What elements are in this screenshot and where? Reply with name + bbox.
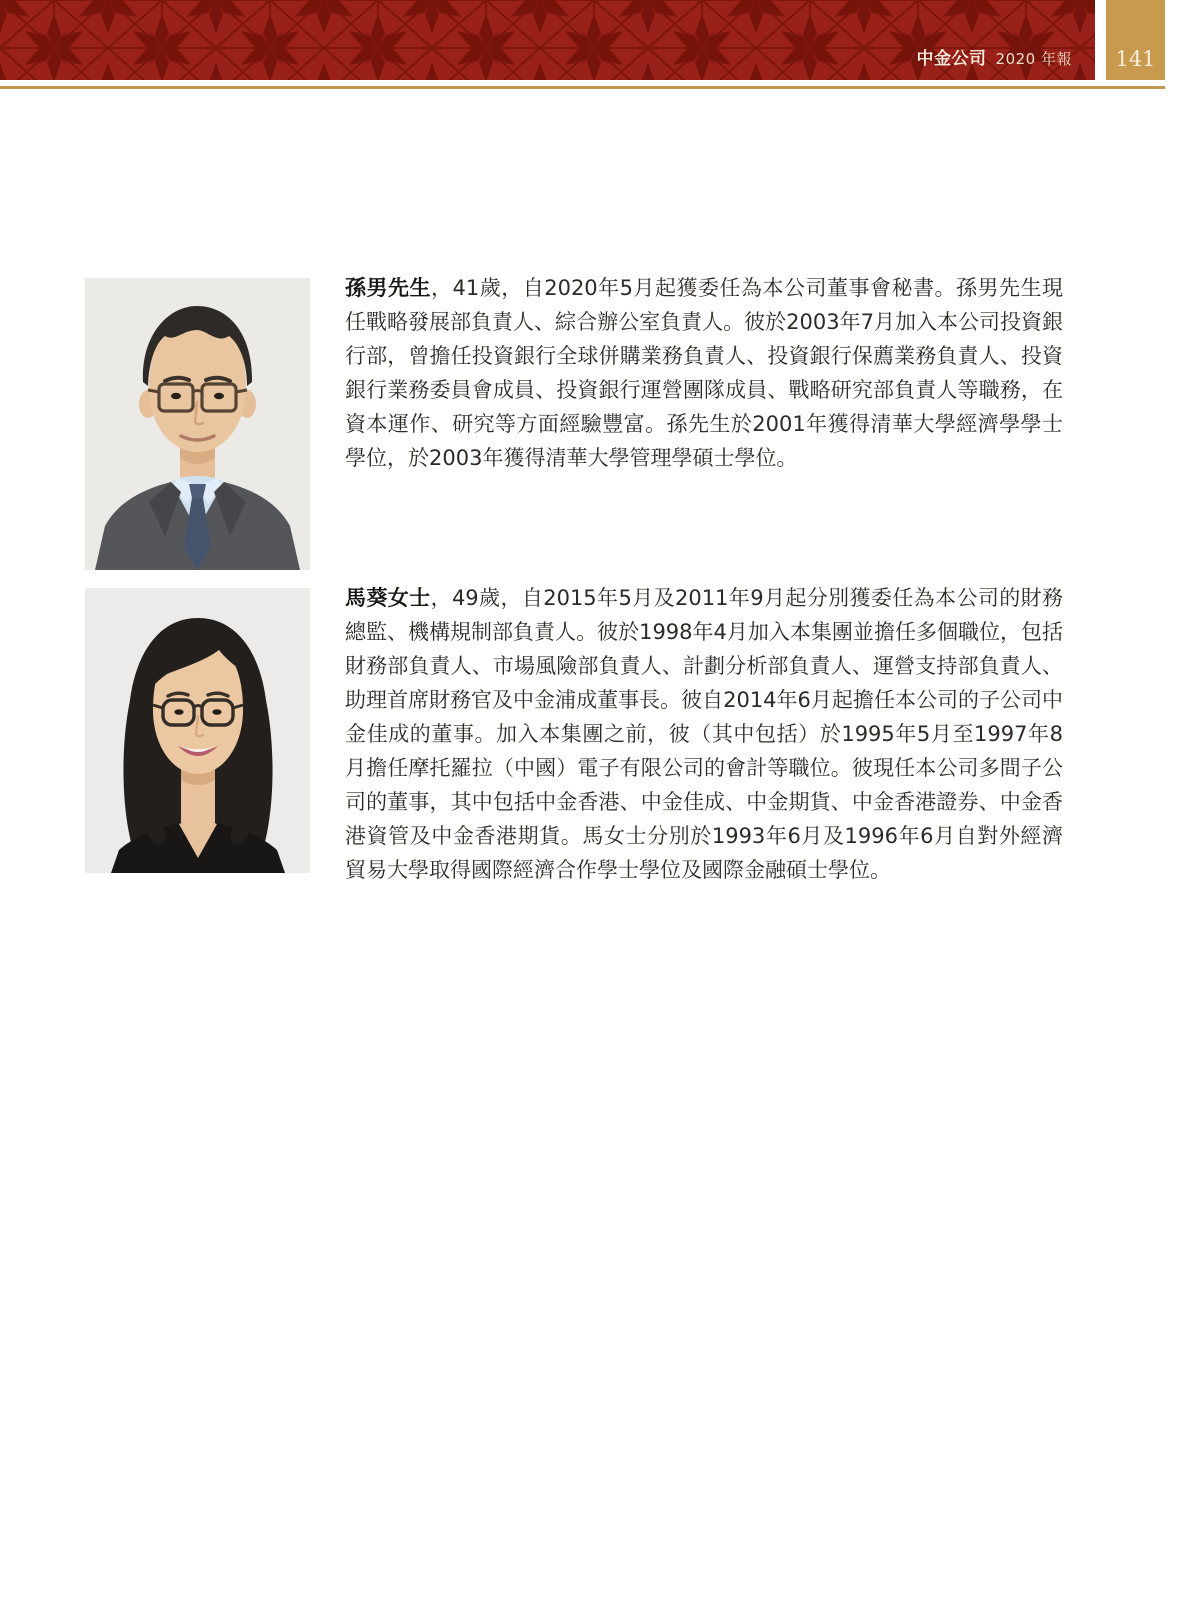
portrait-photo-ma-kui <box>85 588 310 873</box>
header-band <box>0 0 1095 80</box>
bio-paragraph-sun-nan <box>345 271 1063 475</box>
portrait-photo-sun-nan <box>85 278 310 570</box>
report-edition: 2020 年報 <box>995 50 1072 68</box>
bio-body-sun-nan: ，41歲，自2020年5月起獲委任為本公司董事會秘書。孫男先生現任戰略發展部負責人、綜合辦公室負責人。彼於2003年7月加入本公司投資銀行部，曾擔任投資銀行全球併購業務負責人、投資銀行保薦業務負責人、投資銀行業務委員會成員、投資銀行運營團隊成員、戰略研究部負責人等職務，在資本運作、研究等方面經驗豐富。孫先生於2001年獲得清華大學經濟學學士學位，於2003年獲得清華大學管理學碩士學位。 <box>345 276 1063 470</box>
page-number-box <box>1106 0 1165 80</box>
page-number: 141 <box>1115 47 1156 71</box>
header-title <box>917 44 1072 69</box>
gold-divider-rule <box>0 86 1165 89</box>
person-name-ma-kui: 馬葵女士 <box>345 586 431 610</box>
company-name: 中金公司 <box>916 49 987 69</box>
bio-body-ma-kui: ，49歲，自2015年5月及2011年9月起分別獲委任為本公司的財務總監、機構規制部負責人。彼於1998年4月加入本集團並擔任多個職位，包括財務部負責人、市場風險部負責人、計劃分析部負責人、運營支持部負責人、助理首席財務官及中金浦成董事長。彼自2014年6月起擔任本公司的子公司中金佳成的董事。加入本集團之前，彼（其中包括）於1995年5月至1997年8月擔任摩托羅拉（中國）電子有限公司的會計等職位。彼現任本公司多間子公司的董事，其中包括中金香港、中金佳成、中金期貨、中金香港證券、中金香港資管及中金香港期貨。馬女士分別於1993年6月及1996年6月自對外經濟貿易大學取得國際經濟合作學士學位及國際金融碩士學位。 <box>345 586 1064 882</box>
person-name-sun-nan: 孫男先生 <box>345 276 431 300</box>
man-portrait-illustration <box>85 278 310 570</box>
bio-paragraph-ma-kui <box>345 581 1063 887</box>
woman-portrait-illustration <box>85 588 310 873</box>
